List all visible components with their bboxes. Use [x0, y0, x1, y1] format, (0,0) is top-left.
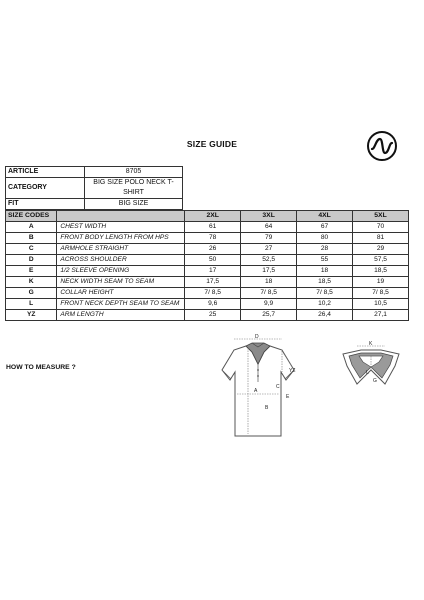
- size-header: 4XL: [297, 211, 353, 222]
- info-value: 8705: [85, 167, 183, 178]
- size-code: G: [6, 288, 57, 299]
- diagram-label-yz: YZ: [289, 368, 296, 374]
- brand-logo-icon: [366, 130, 398, 162]
- size-value: 17: [185, 266, 241, 277]
- table-row: [6, 310, 409, 321]
- size-code: C: [6, 244, 57, 255]
- size-table: [5, 210, 409, 321]
- measure-name: 1/2 SLEEVE OPENING: [57, 266, 185, 277]
- size-header: 5XL: [353, 211, 409, 222]
- measure-name: FRONT NECK DEPTH SEAM TO SEAM: [57, 299, 185, 310]
- how-to-measure-heading: HOW TO MEASURE ?: [6, 364, 76, 371]
- polo-shirt-diagram: [218, 334, 298, 440]
- size-value: 52,5: [241, 255, 297, 266]
- diagram-label-k: K: [369, 341, 373, 347]
- size-code: L: [6, 299, 57, 310]
- size-value: 10,5: [353, 299, 409, 310]
- measure-name: ARMHOLE STRAIGHT: [57, 244, 185, 255]
- size-value: 55: [297, 255, 353, 266]
- size-value: 17,5: [185, 277, 241, 288]
- table-row: [6, 277, 409, 288]
- size-value: 70: [353, 222, 409, 233]
- size-code: B: [6, 233, 57, 244]
- table-row: [6, 233, 409, 244]
- size-value: 27,1: [353, 310, 409, 321]
- size-value: 28: [297, 244, 353, 255]
- table-row: [6, 288, 409, 299]
- info-row-fit: [6, 199, 183, 210]
- size-table-header: [6, 211, 409, 222]
- size-value: 9,6: [185, 299, 241, 310]
- size-value: 61: [185, 222, 241, 233]
- measure-header: [57, 211, 185, 222]
- size-value: 64: [241, 222, 297, 233]
- diagram-label-d: D: [255, 334, 259, 340]
- size-value: 50: [185, 255, 241, 266]
- size-value: 57,5: [353, 255, 409, 266]
- size-value: 25: [185, 310, 241, 321]
- size-value: 18,5: [297, 277, 353, 288]
- size-value: 7/ 8,5: [297, 288, 353, 299]
- size-value: 26,4: [297, 310, 353, 321]
- table-row: [6, 222, 409, 233]
- size-value: 19: [353, 277, 409, 288]
- size-value: 78: [185, 233, 241, 244]
- info-value: BIG SIZE: [85, 199, 183, 210]
- info-label: FIT: [6, 199, 85, 210]
- size-code: A: [6, 222, 57, 233]
- size-value: 80: [297, 233, 353, 244]
- diagram-label-b: B: [265, 405, 269, 411]
- size-value: 7/ 8,5: [185, 288, 241, 299]
- table-row: [6, 244, 409, 255]
- size-value: 10,2: [297, 299, 353, 310]
- info-row-category: [6, 178, 183, 199]
- collar-diagram: [335, 340, 407, 392]
- size-value: 26: [185, 244, 241, 255]
- info-label: ARTICLE: [6, 167, 85, 178]
- diagram-label-c: C: [276, 384, 280, 390]
- size-codes-header: SIZE CODES: [6, 211, 57, 222]
- size-header: 2XL: [185, 211, 241, 222]
- info-row-article: [6, 167, 183, 178]
- diagram-label-a: A: [254, 388, 258, 394]
- measure-name: FRONT BODY LENGTH FROM HPS: [57, 233, 185, 244]
- size-code: YZ: [6, 310, 57, 321]
- size-value: 67: [297, 222, 353, 233]
- table-row: [6, 255, 409, 266]
- size-value: 27: [241, 244, 297, 255]
- measure-name: ACROSS SHOULDER: [57, 255, 185, 266]
- page-title: SIZE GUIDE: [186, 139, 238, 149]
- info-value: BIG SIZE POLO NECK T-SHIRT: [85, 178, 183, 199]
- size-code: K: [6, 277, 57, 288]
- size-value: 29: [353, 244, 409, 255]
- diagram-label-g: G: [373, 378, 377, 384]
- size-value: 79: [241, 233, 297, 244]
- size-value: 17,5: [241, 266, 297, 277]
- measure-name: NECK WIDTH SEAM TO SEAM: [57, 277, 185, 288]
- measure-name: ARM LENGTH: [57, 310, 185, 321]
- size-value: 7/ 8,5: [241, 288, 297, 299]
- article-info-table: [5, 166, 183, 210]
- size-value: 81: [353, 233, 409, 244]
- size-value: 18,5: [353, 266, 409, 277]
- size-value: 7/ 8,5: [353, 288, 409, 299]
- size-value: 18: [241, 277, 297, 288]
- diagram-label-l: L: [366, 370, 369, 376]
- size-code: D: [6, 255, 57, 266]
- measure-name: COLLAR HEIGHT: [57, 288, 185, 299]
- measure-name: CHEST WIDTH: [57, 222, 185, 233]
- size-value: 25,7: [241, 310, 297, 321]
- size-code: E: [6, 266, 57, 277]
- info-label: CATEGORY: [6, 178, 85, 199]
- size-header: 3XL: [241, 211, 297, 222]
- size-value: 9,9: [241, 299, 297, 310]
- size-value: 18: [297, 266, 353, 277]
- table-row: [6, 266, 409, 277]
- diagram-label-e: E: [286, 394, 290, 400]
- table-row: [6, 299, 409, 310]
